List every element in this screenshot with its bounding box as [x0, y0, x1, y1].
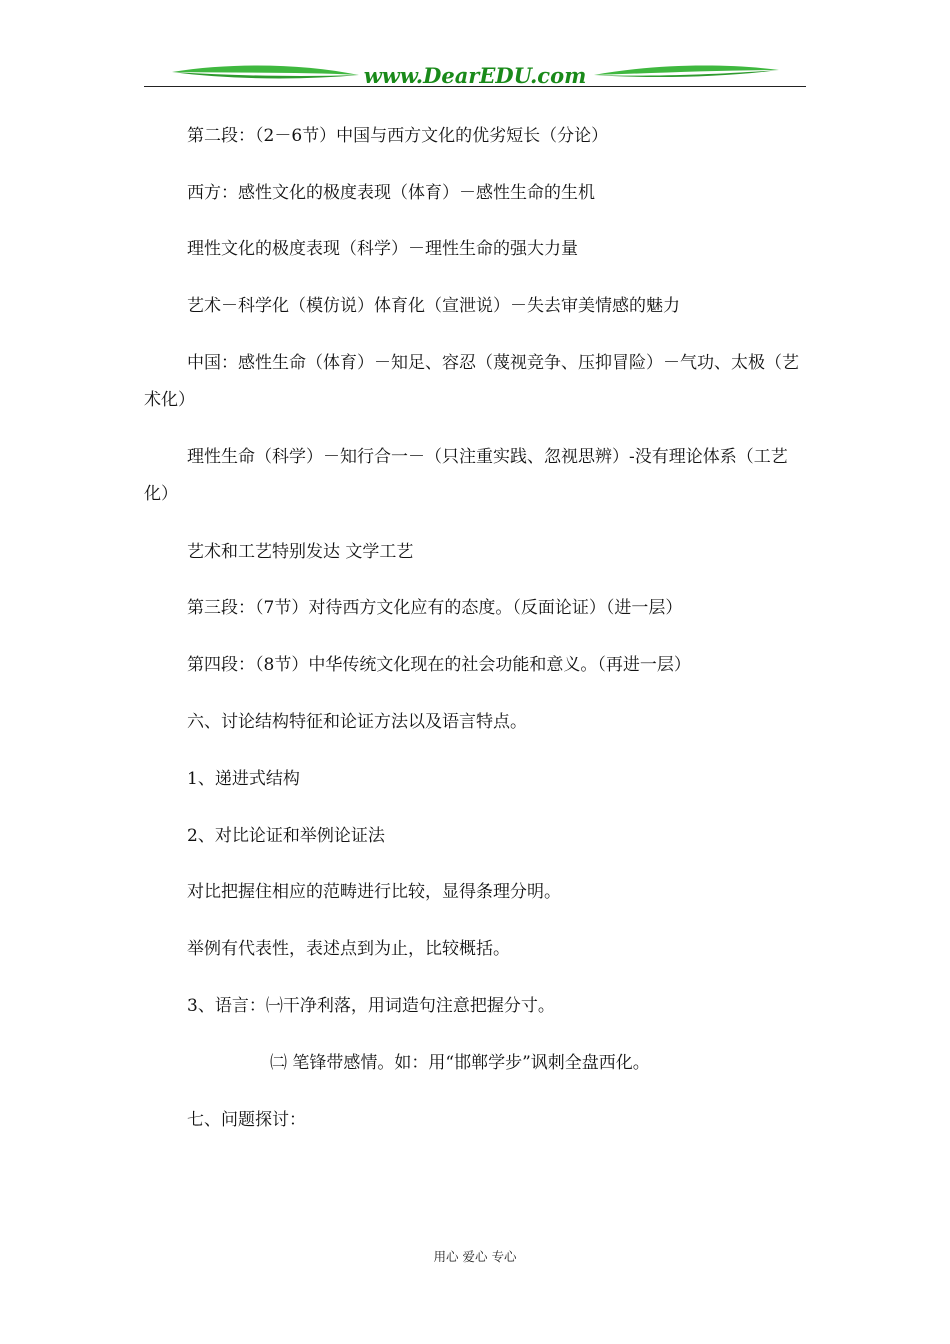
paragraph: 理性文化的极度表现（科学）－理性生命的强大力量 [187, 239, 578, 259]
paragraph: 第二段：（2－6节）中国与西方文化的优劣短长（分论） [187, 126, 609, 146]
paragraph: 中国：感性生命（体育）－知足、容忍（蔑视竞争、压抑冒险）－气功、太极（艺术化） [144, 353, 799, 410]
paragraph: 第四段：（8节）中华传统文化现在的社会功能和意义。（再进一层） [187, 655, 691, 675]
paragraph: 第三段：（7节）对待西方文化应有的态度。（反面论证）（进一层） [187, 598, 683, 618]
paragraph: 西方：感性文化的极度表现（体育）－感性生命的生机 [187, 183, 595, 203]
paragraph: 艺术－科学化（模仿说）体育化（宣泄说）－失去审美情感的魅力 [187, 296, 680, 316]
paragraph: 2、对比论证和举例论证法 [187, 826, 385, 846]
paragraph: 理性生命（科学）－知行合一－（只注重实践、忽视思辨）-没有理论体系（工艺化） [144, 447, 788, 504]
header-divider [144, 86, 806, 87]
paragraph: 艺术和工艺特别发达 文学工艺 [187, 542, 414, 562]
paragraph: 七、问题探讨： [187, 1110, 306, 1130]
logo-text: www.DearEDU.com [363, 63, 587, 88]
paragraph: 六、讨论结构特征和论证方法以及语言特点。 [187, 712, 527, 732]
page-footer: 用心 爱心 专心 [433, 1249, 517, 1264]
paragraph: ㈡ 笔锋带感情。如：用“邯郸学步”讽刺全盘西化。 [270, 1053, 650, 1073]
paragraph: 举例有代表性，表述点到为止，比较概括。 [187, 939, 510, 959]
paragraph: 对比把握住相应的范畴进行比较，显得条理分明。 [187, 882, 561, 902]
paragraph: 1、递进式结构 [187, 769, 300, 789]
paragraph: 3、语言：㈠干净利落，用词造句注意把握分寸。 [187, 996, 555, 1016]
